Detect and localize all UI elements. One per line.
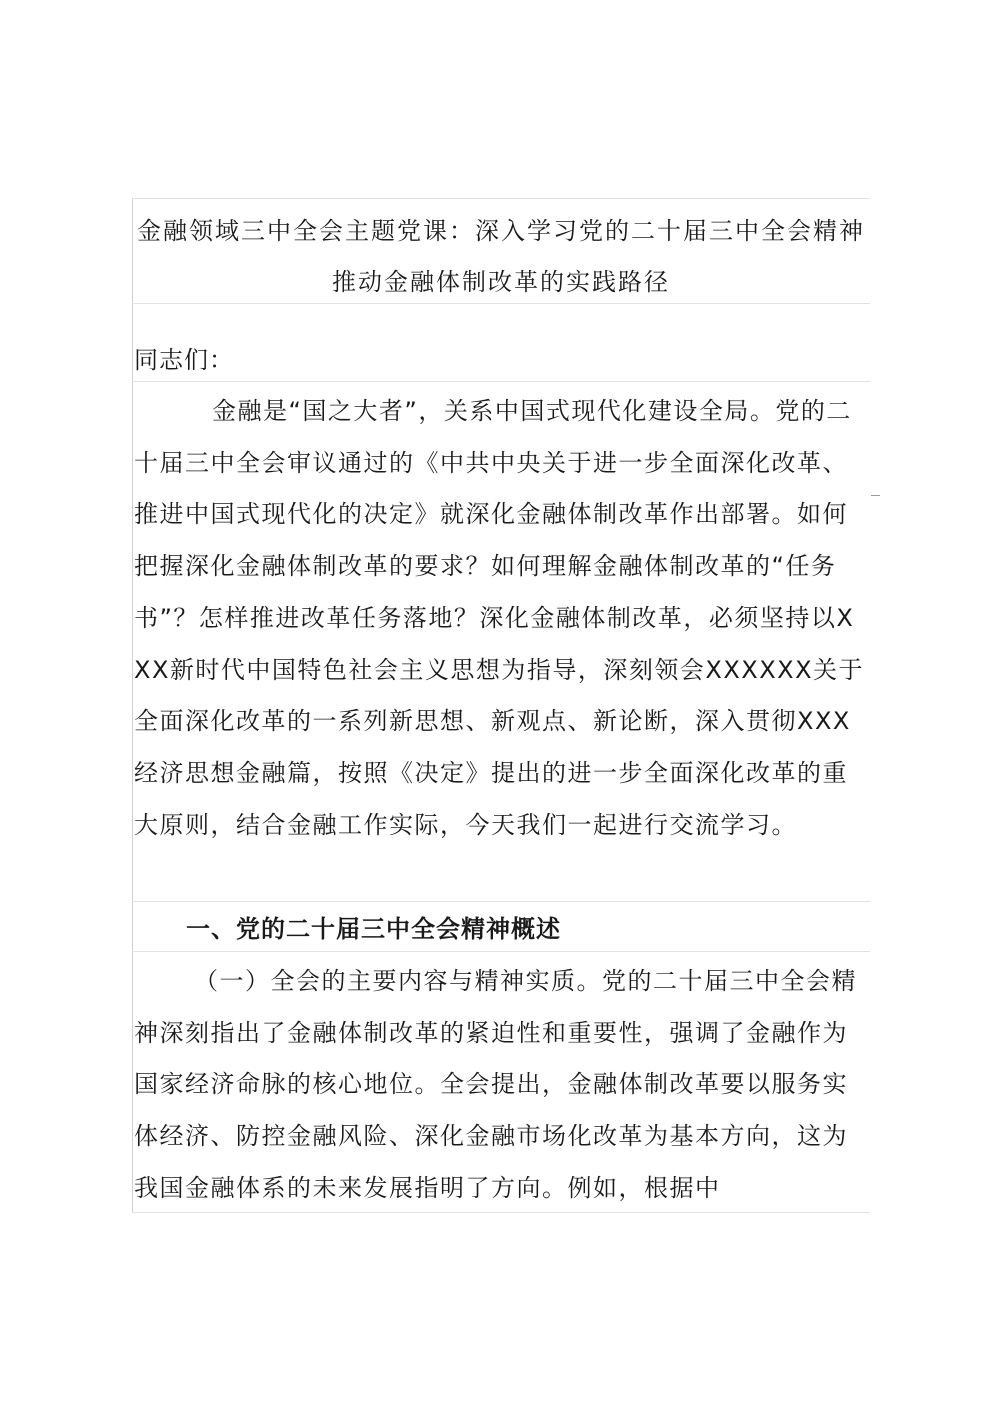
document-title: 金融领域三中全会主题党课：深入学习党的二十届三中全会精神推动金融体制改革的实践路径 (137, 217, 865, 296)
section-heading: 一、党的二十届三中全会精神概述 (186, 915, 561, 943)
paragraph-bottom-line (132, 901, 870, 902)
left-margin-rule (132, 198, 133, 1213)
frame-top-line (132, 198, 870, 199)
subsection-paragraph: （一）全会的主要内容与精神实质。党的二十届三中全会精神深刻指出了金融体制改革的紧迫性和重要性，强调了金融作为国家经济命脉的核心地位。全会提出，金融体制改革要以服务实体经济、防控金融风险、深化金融市场化改革为基本方向，这为我国金融体系的未来发展指明了方向。例如，根据中 (134, 967, 857, 1202)
intro-paragraph: 金融是“国之大者”，关系中国式现代化建设全局。党的二十届三中全会审议通过的《中共中央关于进一步全面深化改革、推进中国式现代化的决定》就深化金融体制改革作出部署。如何把握深化金融体制改革的要求？如何理解金融体制改革的“任务书”？怎样推进改革任务落地？深化金融体制改革，必须坚持以XXX新时代中国特色社会主义思想为指导，深刻领会XXXXXX关于全面深化改革的一系列新思想、新观点、新论断，深入贯彻XXX经济思想金融篇，按照《决定》提出的进一步全面深化改革的重大原则，结合金融工作实际，今天我们一起进行交流学习。 (134, 397, 865, 839)
salutation: 同志们： (134, 346, 234, 374)
margin-tick-mark (871, 495, 880, 496)
salutation-bottom-line (132, 381, 870, 382)
